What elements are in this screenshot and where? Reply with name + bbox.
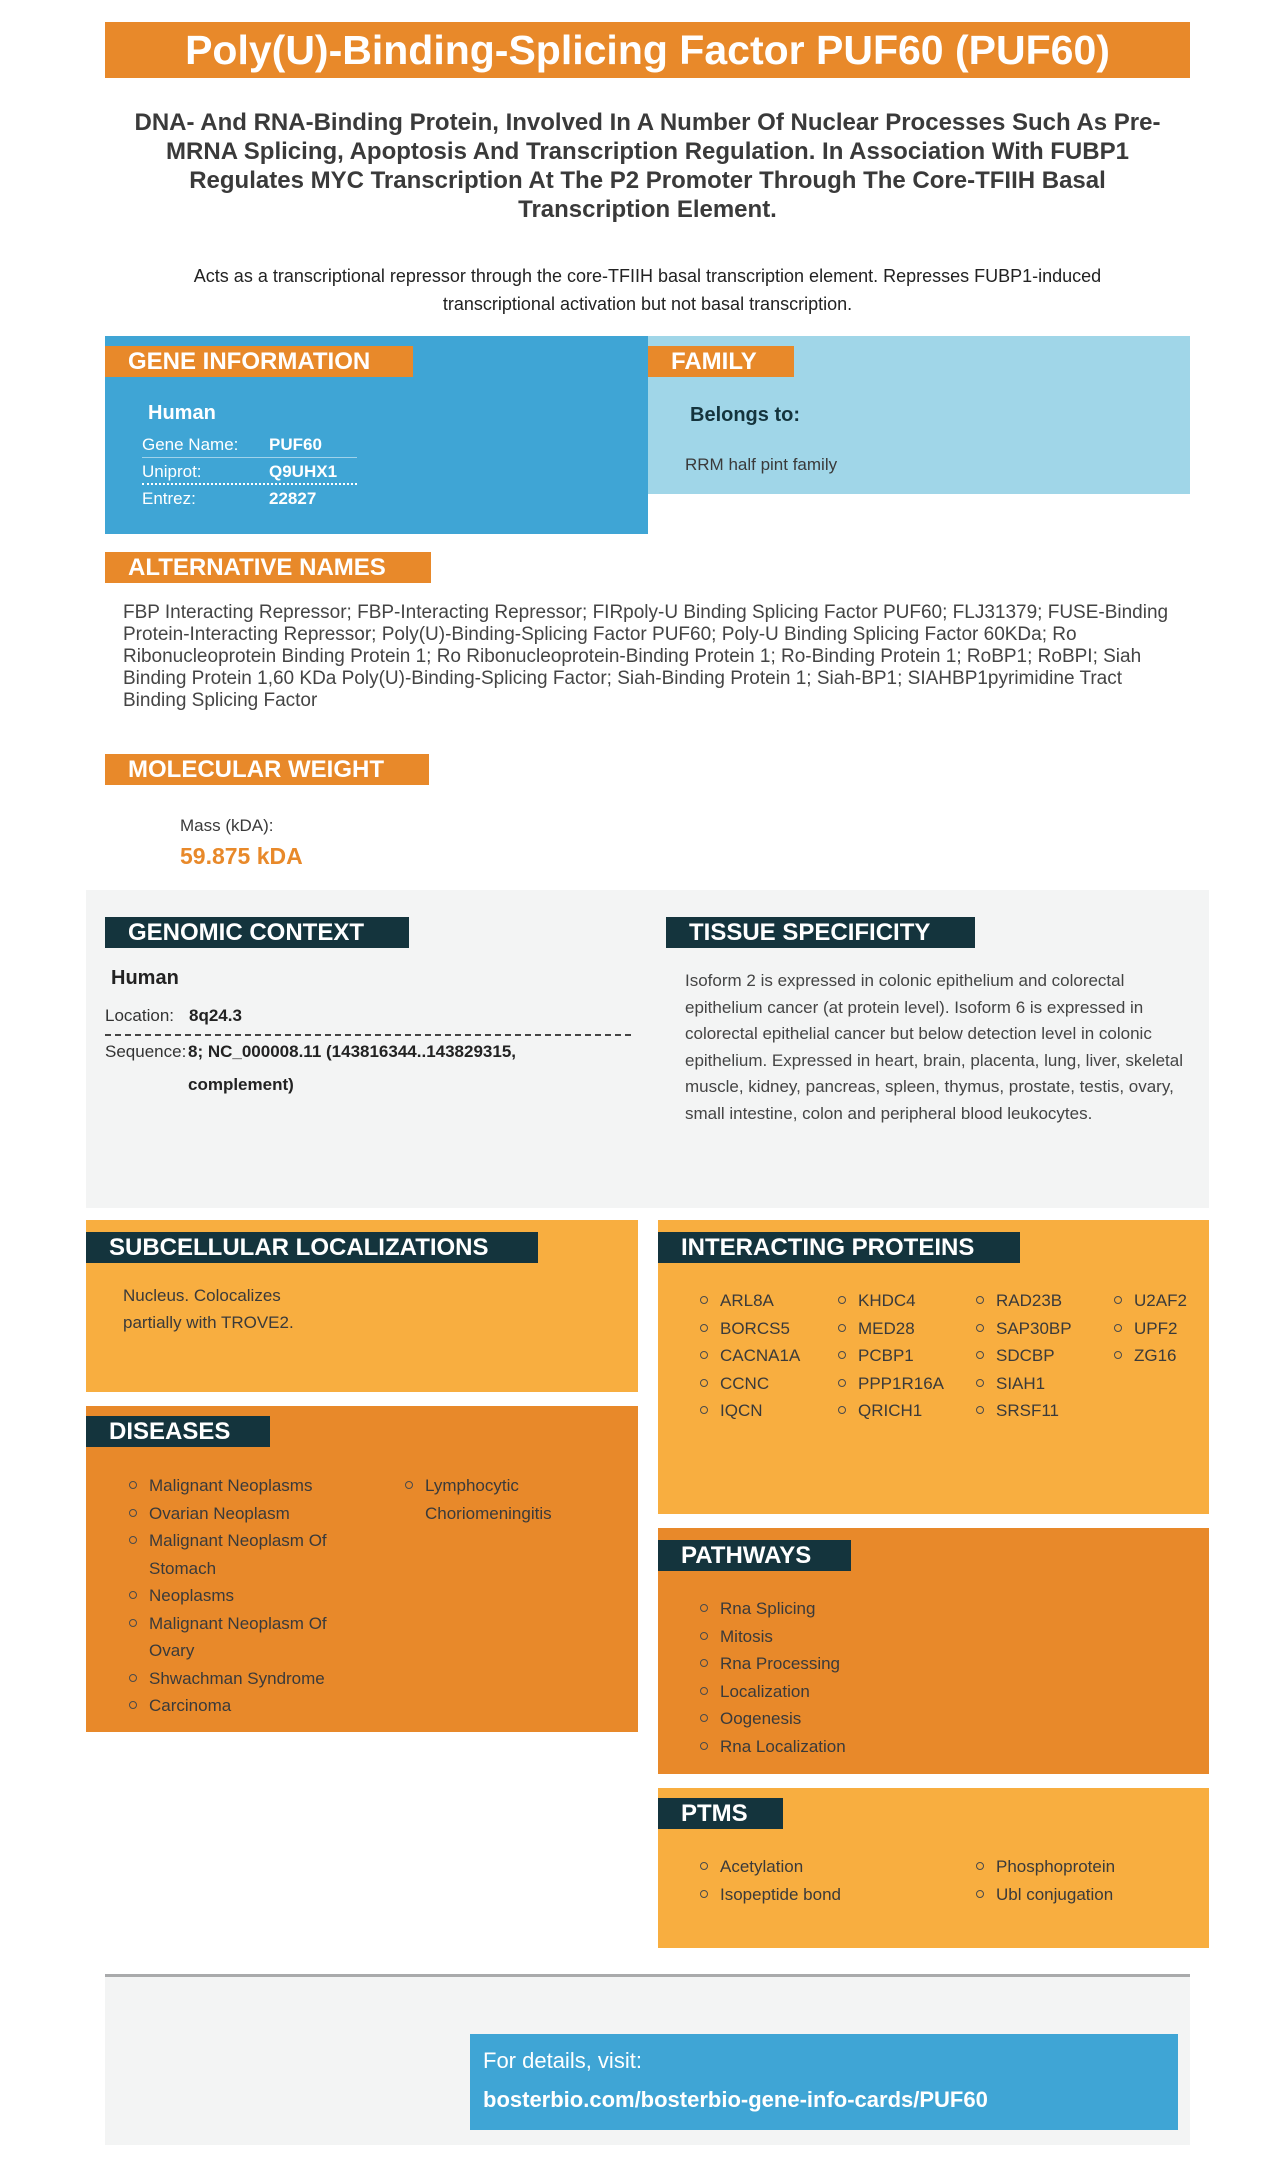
gene-name-label: Gene Name: xyxy=(142,435,239,454)
disease-item: Neoplasms xyxy=(129,1582,379,1610)
disease-item: Malignant Neoplasms xyxy=(129,1472,379,1500)
interacting-protein-item: RAD23B xyxy=(976,1287,1072,1315)
details-link[interactable]: bosterbio.com/bosterbio-gene-info-cards/PUF60 xyxy=(483,2087,988,2112)
genomic-context-heading: GENOMIC CONTEXT xyxy=(105,917,409,948)
sequence-label: Sequence: xyxy=(105,1042,187,1061)
ptm-item: Acetylation xyxy=(700,1853,841,1881)
interacting-protein-item: SIAH1 xyxy=(976,1370,1072,1398)
disease-item: Malignant Neoplasm Of Ovary xyxy=(129,1610,379,1665)
disease-item: Carcinoma xyxy=(129,1692,379,1720)
subcellular-heading: SUBCELLULAR LOCALIZATIONS xyxy=(86,1232,538,1263)
alternative-names-text: FBP Interacting Repressor; FBP-Interacting Repressor; FIRpoly-U Binding Splicing Factor PUF60; FLJ31379; FUSE-Binding Protein-Interacting Repressor; Poly(U)-Binding-Splicing Factor PUF60; Poly-U Binding Splicing Factor 60KDa; Ro Ribonucleoprotein Binding Protein 1; Ro Ribonucleoprotein-Binding Protein 1; Ro-Binding Protein 1; RoBP1; RoBPI; Siah Binding Protein 1,60 KDa Poly(U)-Binding-Splicing Factor; Siah-Binding Protein 1; Siah-BP1; SIAHBP1pyrimidine Tract Binding Splicing Factor xyxy=(123,602,1169,711)
disease-item: Malignant Neoplasm Of Stomach xyxy=(129,1527,379,1582)
pathways-list xyxy=(700,1595,846,1760)
disease-item: Ovarian Neoplasm xyxy=(129,1500,379,1528)
tissue-specificity-text: Isoform 2 is expressed in colonic epithelium and colorectal epithelium cancer (at protein level). Isoform 6 is expressed in colorectal epithelial cancer but below detection level in colonic epithelium. Expressed in heart, brain, placenta, lung, liver, skeletal muscle, kidney, pancreas, spleen, thymus, prostate, testis, ovary, small intestine, colon and peripheral blood leukocytes. xyxy=(685,971,1183,1123)
uniprot-value: Q9UHX1 xyxy=(269,462,338,481)
interacting-proteins-col-4 xyxy=(1114,1287,1187,1370)
ptms-list-1 xyxy=(700,1853,841,1908)
protein-function-description: Acts as a transcriptional repressor through the core-TFIIH basal transcription element. Represses FUBP1-induced transcriptional activation but not basal transcription. xyxy=(193,266,1102,314)
pathway-item: Rna Localization xyxy=(700,1733,846,1761)
interacting-proteins-col-2 xyxy=(838,1287,944,1425)
entrez-row xyxy=(142,486,357,512)
interacting-proteins-heading: INTERACTING PROTEINS xyxy=(658,1232,1020,1263)
pathway-item: Localization xyxy=(700,1678,846,1706)
ptm-item: Phosphoprotein xyxy=(976,1853,1115,1881)
subcellular-line-1: Nucleus. Colocalizes xyxy=(123,1286,281,1305)
subcellular-text xyxy=(123,1282,294,1336)
interacting-protein-item: ARL8A xyxy=(700,1287,800,1315)
location-row xyxy=(105,1006,631,1036)
interacting-protein-item: SRSF11 xyxy=(976,1397,1072,1425)
interacting-protein-item: CACNA1A xyxy=(700,1342,800,1370)
location-value: 8q24.3 xyxy=(189,1006,242,1025)
diseases-list-2 xyxy=(405,1472,625,1527)
interacting-protein-item: BORCS5 xyxy=(700,1315,800,1343)
interacting-protein-item: QRICH1 xyxy=(838,1397,944,1425)
genomic-species: Human xyxy=(111,967,179,989)
interacting-protein-item: MED28 xyxy=(838,1315,944,1343)
protein-summary: DNA- And RNA-Binding Protein, Involved In A Number Of Nuclear Processes Such As Pre-MRNA Splicing, Apoptosis And Transcription Regulation. In Association With FUBP1 Regulates MYC Transcription At The P2 Promoter Through The Core-TFIIH Basal Transcription Element. xyxy=(134,109,1161,223)
disease-item: Lymphocytic Choriomeningitis xyxy=(405,1472,625,1527)
molecular-weight-heading: MOLECULAR WEIGHT xyxy=(105,754,429,785)
diseases-heading: DISEASES xyxy=(86,1416,270,1447)
family-heading: FAMILY xyxy=(648,346,794,377)
gene-name-value: PUF60 xyxy=(269,435,322,454)
interacting-proteins-col-1 xyxy=(700,1287,800,1425)
location-label: Location: xyxy=(105,1006,174,1025)
uniprot-row xyxy=(142,459,357,485)
gene-name-row xyxy=(142,432,357,458)
interacting-protein-item: SDCBP xyxy=(976,1342,1072,1370)
gene-information-heading: GENE INFORMATION xyxy=(105,346,413,377)
ptm-item: Isopeptide bond xyxy=(700,1881,841,1909)
sequence-value: 8; NC_000008.11 (143816344..143829315, xyxy=(188,1042,517,1061)
interacting-proteins-col-3 xyxy=(976,1287,1072,1425)
uniprot-label: Uniprot: xyxy=(142,462,202,481)
ptm-item: Ubl conjugation xyxy=(976,1881,1115,1909)
interacting-protein-item: IQCN xyxy=(700,1397,800,1425)
family-belongs-label: Belongs to: xyxy=(690,404,800,426)
interacting-protein-item: KHDC4 xyxy=(838,1287,944,1315)
interacting-protein-item: UPF2 xyxy=(1114,1315,1187,1343)
disease-item: Shwachman Syndrome xyxy=(129,1665,379,1693)
family-value: RRM half pint family xyxy=(685,455,838,474)
tissue-specificity-heading: TISSUE SPECIFICITY xyxy=(666,917,975,948)
pathway-item: Mitosis xyxy=(700,1623,846,1651)
pathways-heading: PATHWAYS xyxy=(658,1540,851,1571)
interacting-protein-item: SAP30BP xyxy=(976,1315,1072,1343)
ptms-heading: PTMS xyxy=(658,1798,783,1829)
subcellular-line-2: partially with TROVE2. xyxy=(123,1313,294,1332)
interacting-protein-item: PPP1R16A xyxy=(838,1370,944,1398)
details-link-box[interactable] xyxy=(470,2034,1178,2130)
entrez-label: Entrez: xyxy=(142,489,196,508)
gene-species: Human xyxy=(148,402,216,424)
page-title: Poly(U)-Binding-Splicing Factor PUF60 (PUF60) xyxy=(105,22,1190,78)
details-label: For details, visit: xyxy=(483,2048,642,2073)
mass-label: Mass (kDA): xyxy=(180,816,274,835)
pathway-item: Oogenesis xyxy=(700,1705,846,1733)
pathway-item: Rna Splicing xyxy=(700,1595,846,1623)
interacting-protein-item: CCNC xyxy=(700,1370,800,1398)
pathway-item: Rna Processing xyxy=(700,1650,846,1678)
interacting-protein-item: U2AF2 xyxy=(1114,1287,1187,1315)
entrez-value: 22827 xyxy=(269,489,317,508)
interacting-protein-item: ZG16 xyxy=(1114,1342,1187,1370)
alternative-names-heading: ALTERNATIVE NAMES xyxy=(105,552,431,583)
interacting-protein-item: PCBP1 xyxy=(838,1342,944,1370)
sequence-value-continued: complement) xyxy=(188,1075,294,1094)
diseases-list-1 xyxy=(129,1472,379,1720)
mass-value: 59.875 kDA xyxy=(180,843,303,869)
ptms-list-2 xyxy=(976,1853,1115,1908)
